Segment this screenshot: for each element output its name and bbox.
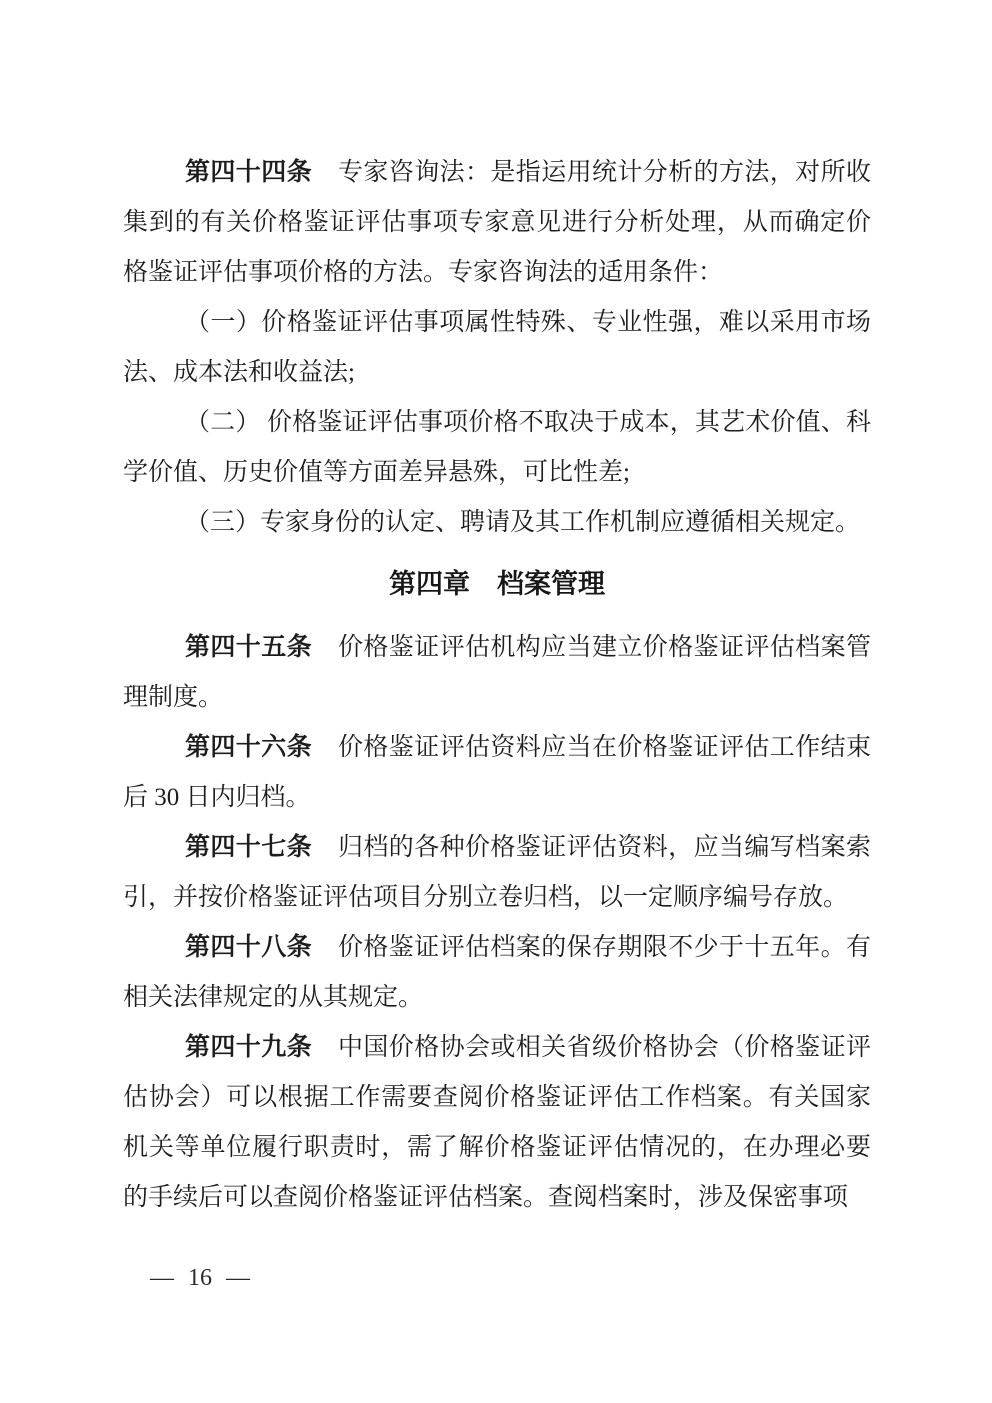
page-footer	[150, 1258, 250, 1298]
article-45-text: 价格鉴证评估机构应当建立价格鉴证评估档案管理制度。	[123, 634, 871, 711]
paragraph-item-1	[123, 298, 871, 398]
article-49-number: 第四十九条	[185, 1034, 312, 1061]
item-3-text: （三）专家身份的认定、聘请及其工作机制应遵循相关规定。	[185, 509, 861, 536]
page-content	[123, 148, 871, 1223]
article-47-number: 第四十七条	[185, 834, 312, 861]
paragraph-article-45	[123, 623, 871, 723]
paragraph-article-44	[123, 148, 871, 298]
item-1-text: （一）价格鉴证评估事项属性特殊、专业性强，难以采用市场法、成本法和收益法;	[123, 309, 871, 386]
article-44-number: 第四十四条	[185, 159, 312, 186]
article-48-text: 价格鉴证评估档案的保存期限不少于十五年。有相关法律规定的从其规定。	[123, 934, 871, 1011]
item-2-text: （二） 价格鉴证评估事项价格不取决于成本，其艺术价值、科学价值、历史价值等方面差异悬殊，可比性差;	[123, 409, 871, 486]
article-44-text: 专家咨询法：是指运用统计分析的方法，对所收集到的有关价格鉴证评估事项专家意见进行分析处理，从而确定价格鉴证评估事项价格的方法。专家咨询法的适用条件：	[123, 159, 871, 286]
article-45-number: 第四十五条	[185, 634, 312, 661]
page-number: — 16 —	[150, 1265, 250, 1291]
paragraph-article-49	[123, 1023, 871, 1223]
article-47-text: 归档的各种价格鉴证评估资料，应当编写档案索引，并按价格鉴证评估项目分别立卷归档，以一定顺序编号存放。	[123, 834, 871, 911]
article-46-text: 价格鉴证评估资料应当在价格鉴证评估工作结束后 30 日内归档。	[123, 734, 871, 811]
article-49-text: 中国价格协会或相关省级价格协会（价格鉴证评估协会）可以根据工作需要查阅价格鉴证评估工作档案。有关国家机关等单位履行职责时，需了解价格鉴证评估情况的，在办理必要的手续后可以查阅价格鉴证评估档案。查阅档案时，涉及保密事项	[123, 1034, 871, 1211]
article-48-number: 第四十八条	[185, 934, 312, 961]
paragraph-item-2	[123, 398, 871, 498]
paragraph-article-47	[123, 823, 871, 923]
paragraph-article-46	[123, 723, 871, 823]
chapter-heading: 第四章 档案管理	[389, 569, 605, 600]
paragraph-article-48	[123, 923, 871, 1023]
article-46-number: 第四十六条	[185, 734, 312, 761]
paragraph-item-3	[123, 498, 871, 548]
